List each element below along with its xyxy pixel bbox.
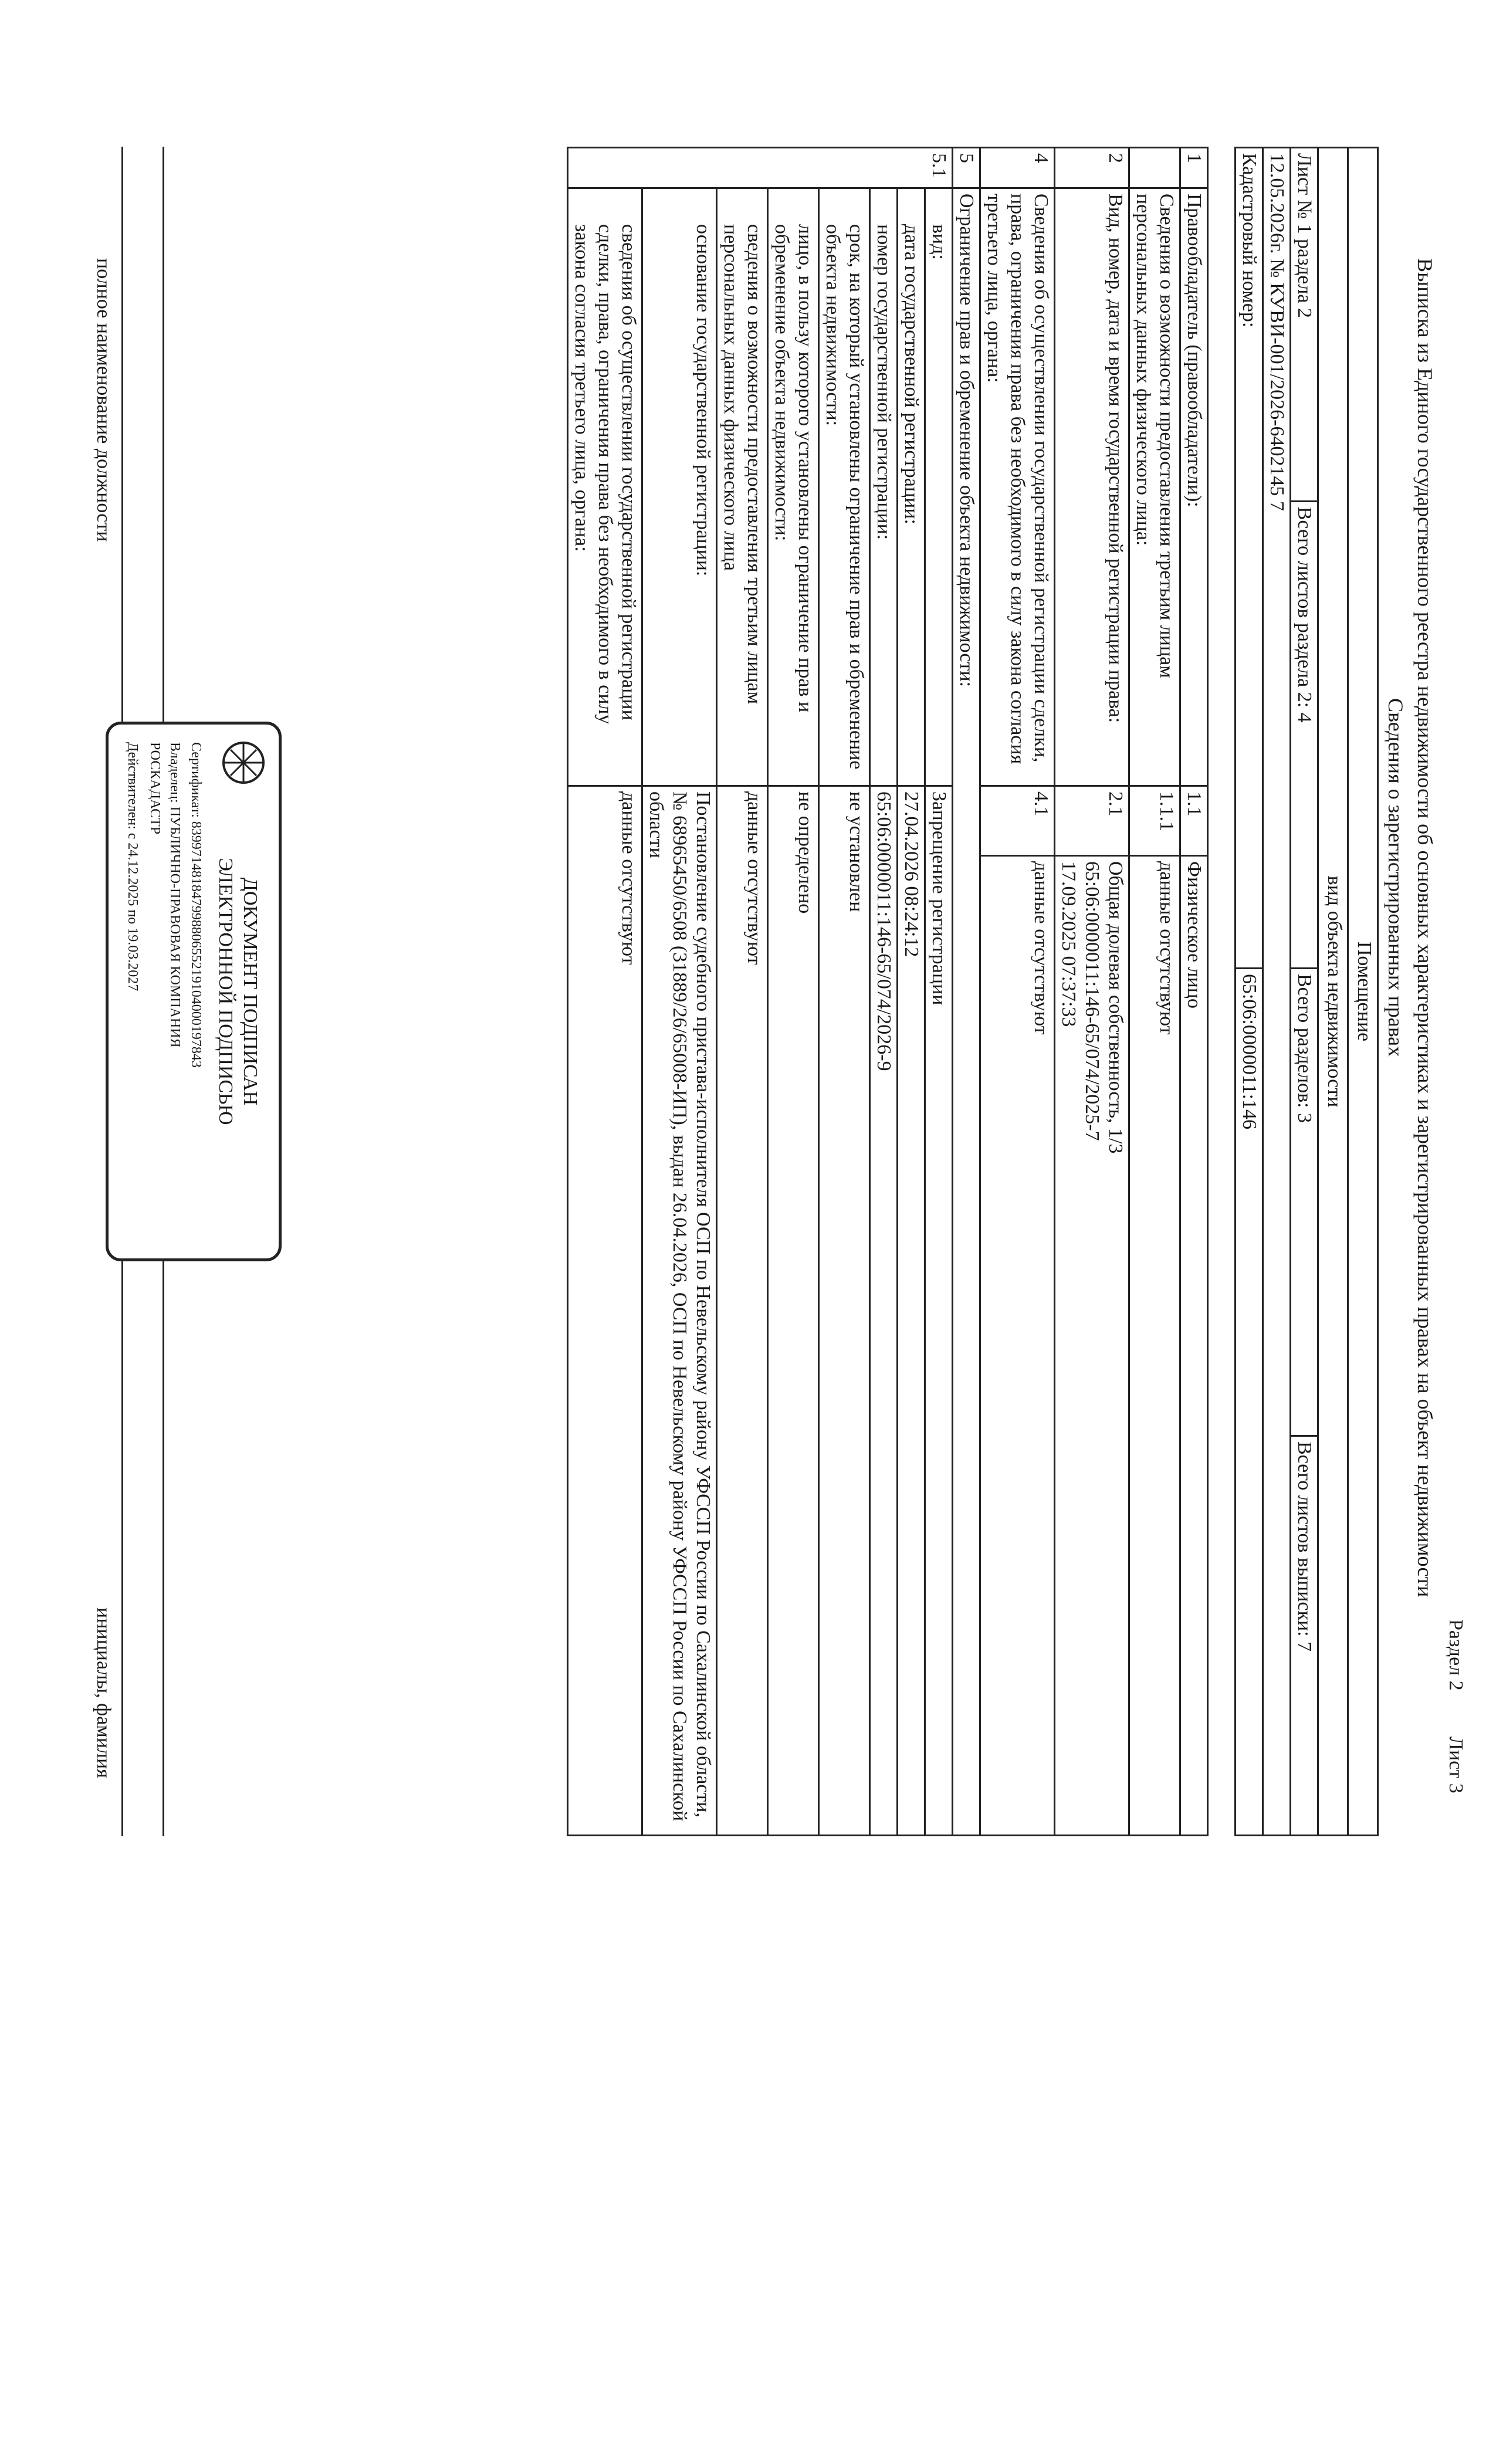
table-row [1055,148,1129,1836]
enc-value: Постановление судебного пристава-исполнителя ОСП по Невельскому району УФССП России по Сахалинской области, № 68965450/6508 (31889/26/65008-ИП), выдан 26.04.2026, ОСП по Невельскому району УФССП России по Сахалинской области [642,786,717,1836]
sheet-label: Лист 3 [1445,1737,1467,1793]
table-row [568,148,642,1836]
enc-label: основание государственной регистрации: [642,188,717,786]
document-title: Выписка из Единого государственного реестра недвижимости об основных характеристиках и зарегистрированных правах на объект недвижимости [1413,258,1437,1597]
table-row [898,148,925,1836]
total-sections: Всего разделов: 3 [1291,968,1318,1436]
enc-value: данные отсутствуют [568,786,642,1836]
table-row [1180,148,1208,1836]
object-type-label: вид объекта недвижимости [1318,148,1348,1836]
enc-value: 65:06:0000011:146-65/074/2026-9 [870,786,898,1836]
table-row [717,148,768,1836]
table-row [819,148,870,1836]
cadastral-label: Кадастровый номер: [1236,148,1263,969]
enc-label: номер государственной регистрации: [870,188,898,786]
stamp-cert: Сертификат: 83997148184799880655219104000197843 [188,742,204,1068]
table-row [925,148,953,1836]
row-num [1129,148,1180,188]
table-row [1129,148,1180,1836]
enc-value: Запрещение регистрации [925,786,953,1836]
row-label: Сведения об осуществлении государственной регистрации сделки, права, ограничения права без необходимого в силу закона согласия третьего лица, органа: [980,188,1055,786]
document-subtitle: Сведения о зарегистрированных правах [1384,698,1407,1057]
table-row [642,148,717,1836]
stamp-owner2: РОСКАДАСТР [147,742,163,835]
row-num: 4 [980,148,1055,188]
row-value: Физическое лицо [1180,856,1208,1836]
cadastral-value: 65:06:0000011:146 [1236,968,1263,1835]
enc-value: 27.04.2026 08:24:12 [898,786,925,1836]
initials-label: инициалы, фамилия [93,1607,114,1778]
row-label: Сведения о возможности предоставления третьим лицам персональных данных физического лица: [1129,188,1180,786]
row-num: 5 [953,148,980,188]
object-type-value: Помещение [1348,148,1378,1836]
stamp-owner: Владелец: ПУБЛИЧНО-ПРАВОВАЯ КОМПАНИЯ [167,742,182,1048]
row-value: данные отсутствуют [980,856,1055,1836]
row-label: Ограничение прав и обременение объекта недвижимости: [953,188,980,1836]
enc-label: срок, на который установлены ограничение прав и обременение объекта недвижимости: [819,188,870,786]
object-info-table [1234,147,1379,1836]
enc-label: сведения об осуществлении государственной регистрации сделки, права, ограничения права без необходимого в силу закона согласия третьего лица, органа: [568,188,642,786]
row-label: Правообладатель (правообладатели): [1180,188,1208,786]
row-label: Вид, номер, дата и время государственной регистрации права: [1055,188,1129,786]
table-row [953,148,980,1836]
position-label: полное наименование должности [93,258,114,542]
row-value: данные отсутствуют [1129,856,1180,1836]
stamp-valid: Действителен: с 24.12.2025 по 19.03.2027 [125,742,140,991]
row-value: Общая долевая собственность, 1/3 65:06:0000011:146-65/074/2025-7 17.09.2025 07:37:33 [1055,856,1129,1836]
row-num: 2 [1055,148,1129,188]
table-row [870,148,898,1836]
stamp-line1: ДОКУМЕНТ ПОДПИСАН [239,877,261,1106]
row-sub: 1.1 [1180,786,1208,856]
sheet-of-section: Лист № 1 раздела 2 [1291,148,1318,502]
row-num: 1 [1180,148,1208,188]
date-number: 12.05.2026г. № КУВИ-001/2026-6402145 7 [1263,148,1291,1836]
enc-value: не определено [768,786,819,1836]
table-row [980,148,1055,1836]
enc-label: дата государственной регистрации: [898,188,925,786]
total-sheets-extract: Всего листов выписки: 7 [1291,1436,1318,1836]
row-sub: 1.1.1 [1129,786,1180,856]
enc-label: лицо, в пользу которого установлены ограничение прав и обременение объекта недвижимости: [768,188,819,786]
section-label: Раздел 2 [1445,1619,1467,1691]
encumbrance-num: 5.1 [568,148,953,188]
enc-value: не установлен [819,786,870,1836]
rights-table [567,147,1209,1836]
rotated-document [29,23,1484,1959]
row-sub: 4.1 [980,786,1055,856]
enc-value: данные отсутствуют [717,786,768,1836]
stamp-line2: ЭЛЕКТРОННОЙ ПОДПИСЬЮ [215,858,236,1125]
table-row [768,148,819,1836]
total-sheets-section: Всего листов раздела 2: 4 [1291,501,1318,968]
row-sub: 2.1 [1055,786,1129,856]
enc-label: сведения о возможности предоставления третьим лицам персональных данных физического лица [717,188,768,786]
e-signature-stamp [106,722,282,1261]
enc-label: вид: [925,188,953,786]
